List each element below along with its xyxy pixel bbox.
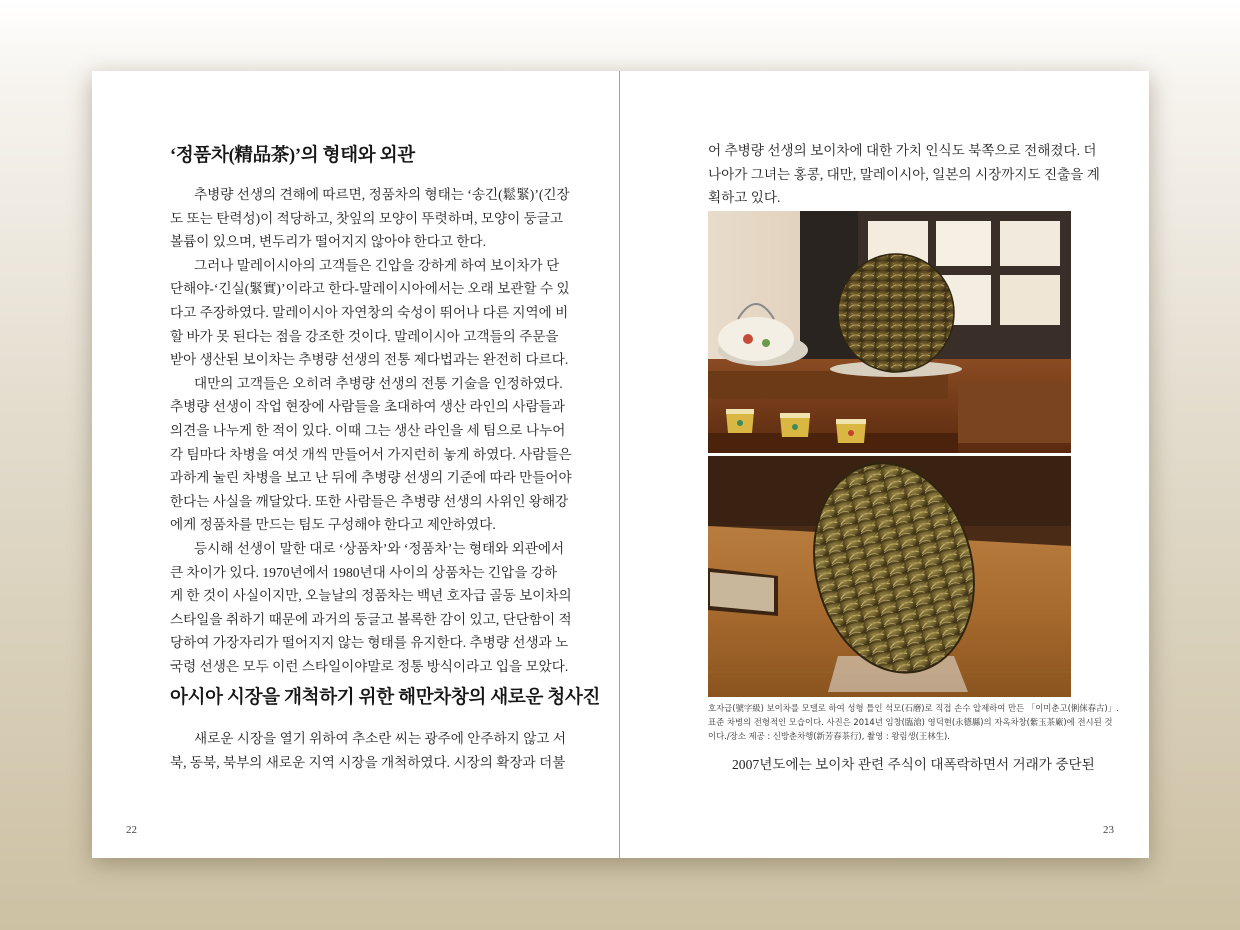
section-heading-2: 아시아 시장을 개척하기 위한 해만차창의 새로운 청사진 [170,688,601,708]
left-page [92,71,620,858]
text-line: 국령 선생은 모두 이런 스타일이야말로 정통 방식이라고 입을 모았다. [170,658,569,674]
page-number-right: 23 [1103,824,1114,836]
photo-caption [708,701,1119,743]
text-line: 에게 정품차를 만드는 팀도 구성해야 한다고 제안하였다. [170,517,496,533]
text-line: 볼륨이 있으며, 변두리가 떨어지지 않아야 한다고 한다. [170,234,487,250]
section-1-body [170,183,572,678]
text-line: 등시해 선생이 말한 대로 ‘상품차’와 ‘정품차’는 형태와 외관에서 [194,540,565,556]
page-number-left: 22 [126,824,137,836]
text-line: 과하게 눌린 차병을 보고 난 뒤에 추병량 선생의 기준에 따라 만들어야 [170,470,572,486]
caption-line: 표준 차병의 전형적인 모습이다. 사진은 2014년 임창(臨滄) 영덕현(永德縣)의 자옥차창(紫玉茶廠)에 전시된 것 [708,717,1113,727]
text-line: 단해야-‘긴실(緊實)’이라고 한다-말레이시아에서는 오래 보관할 수 있 [170,281,570,297]
text-line: 대만의 고객들은 오히려 추병량 선생의 전통 기술을 인정하였다. [194,375,563,391]
text-line: 나아가 그녀는 홍콩, 대만, 말레이시아, 일본의 시장까지도 진출을 계 [708,166,1100,182]
section-2-body [170,727,567,774]
text-line: 당하여 가장자리가 떨어지지 않는 형태를 유지한다. 추병량 선생과 노 [170,635,569,651]
continued-text [708,139,1100,210]
text-line: 게 한 것이 사실이지만, 오늘날의 정품차는 백년 호자급 골동 보이차의 [170,588,572,604]
text-line: 그러나 말레이시아의 고객들은 긴압을 강하게 하여 보이차가 단 [194,257,560,273]
tea-cake-closeup-photo [708,456,1071,697]
text-line: 다고 주장하였다. 말레이시아 자연창의 숙성이 뛰어나 다른 지역에 비 [170,304,569,320]
text-line: 받아 생산된 보이차는 추병량 선생의 전통 제다법과는 완전히 다르다. [170,352,569,368]
text-line: 할 바가 못 된다는 점을 강조한 것이다. 말레이시아 고객들의 주문을 [170,328,559,344]
text-line: 북, 동북, 북부의 새로운 지역 시장을 개척하였다. 시장의 확장과 더불 [170,754,566,770]
text-line: 추병량 선생이 작업 현장에 사람들을 초대하여 생산 라인의 사람들과 [170,399,565,415]
text-line: 큰 차이가 있다. 1970년에서 1980년대 사이의 상품차는 긴압을 강하 [170,564,557,580]
text-line: 각 팀마다 차병을 여섯 개씩 만들어서 가지런히 놓게 하였다. 사람들은 [170,446,572,462]
body-text-bottom [708,753,1095,777]
section-heading-1: ‘정품차(精品茶)’의 형태와 외관 [170,146,415,166]
text-line: 2007년도에는 보이차 관련 주식이 대폭락하면서 거래가 중단된 [732,757,1095,772]
text-line: 한다는 사실을 깨달았다. 또한 사람들은 추병량 선생의 사위인 왕해강 [170,493,569,509]
book-spread [92,71,1149,858]
text-line: 획하고 있다. [708,190,781,206]
text-line: 의견을 나누게 한 적이 있다. 이때 그는 생산 라인을 세 팀으로 나누어 [170,422,566,438]
text-line: 추병량 선생의 견해에 따르면, 정품차의 형태는 ‘송긴(鬆緊)’(긴장 [194,187,570,202]
text-line: 어 추병량 선생의 보이차에 대한 가치 인식도 북쪽으로 전해졌다. 더 [708,143,1097,158]
caption-line: 호자급(號字級) 보이차를 모델로 하여 성형 틀인 석모(石磨)로 직접 손수 압제하여 만든 「이미춘고(俐侎春古)」. [708,703,1119,713]
text-line: 새로운 시장을 열기 위하여 추소란 씨는 광주에 안주하지 않고 서 [194,731,567,746]
right-page [620,71,1149,858]
text-line: 스타일을 취하기 때문에 과거의 둥글고 볼록한 감이 있고, 단단함이 적 [170,611,572,627]
tea-cake-display-photo [708,211,1071,453]
caption-line: 이다./장소 제공 : 신방춘차행(新芳春茶行), 촬영 : 왕림생(王林生). [708,731,950,741]
text-line: 도 또는 탄력성)이 적당하고, 찻잎의 모양이 뚜렷하며, 모양이 둥글고 [170,210,564,226]
